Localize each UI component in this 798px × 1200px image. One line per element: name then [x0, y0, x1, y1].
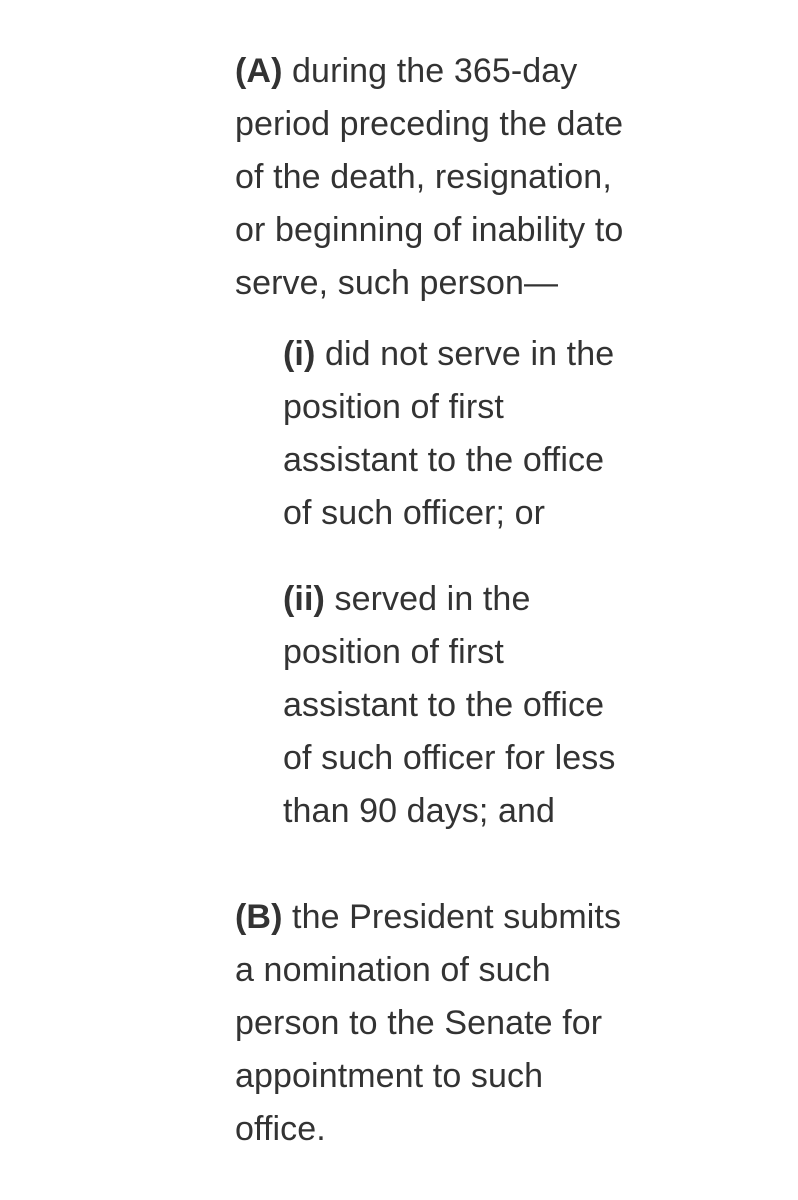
paragraph-line	[235, 891, 621, 944]
paragraph-text: served in the	[324, 580, 531, 618]
paragraph-line: of the death, resignation,	[235, 158, 612, 196]
paragraph-text: the President submits	[282, 898, 622, 936]
paragraph-line: position of first	[283, 388, 504, 426]
paragraph-label: (A)	[235, 52, 283, 90]
paragraph-line: serve, such person—	[235, 264, 559, 302]
paragraph-line: period preceding the date	[235, 105, 624, 143]
paragraph-label: (B)	[235, 898, 283, 936]
paragraph-line: person to the Senate for	[235, 1004, 603, 1042]
paragraph-line: or beginning of inability to	[235, 211, 624, 249]
paragraph-line: of such officer; or	[283, 494, 546, 532]
paragraph-label: (i)	[283, 335, 316, 373]
paragraph-label: (ii)	[283, 580, 325, 618]
paragraph-line: than 90 days; and	[283, 792, 556, 830]
paragraph-a	[235, 45, 623, 310]
paragraph-line: position of first	[283, 633, 504, 671]
subparagraph-i	[283, 328, 614, 540]
paragraph-b	[235, 891, 621, 1156]
subparagraph-ii	[283, 573, 615, 838]
paragraph-line: office.	[235, 1110, 326, 1148]
paragraph-line: a nomination of such	[235, 951, 551, 989]
paragraph-line	[235, 45, 623, 98]
paragraph-text: during the 365-day	[282, 52, 578, 90]
paragraph-line: appointment to such	[235, 1057, 544, 1095]
paragraph-line	[283, 328, 614, 381]
paragraph-text: did not serve in the	[315, 335, 615, 373]
paragraph-line: of such officer for less	[283, 739, 616, 777]
paragraph-line: assistant to the office	[283, 686, 605, 724]
paragraph-line	[283, 573, 615, 626]
paragraph-line: assistant to the office	[283, 441, 605, 479]
